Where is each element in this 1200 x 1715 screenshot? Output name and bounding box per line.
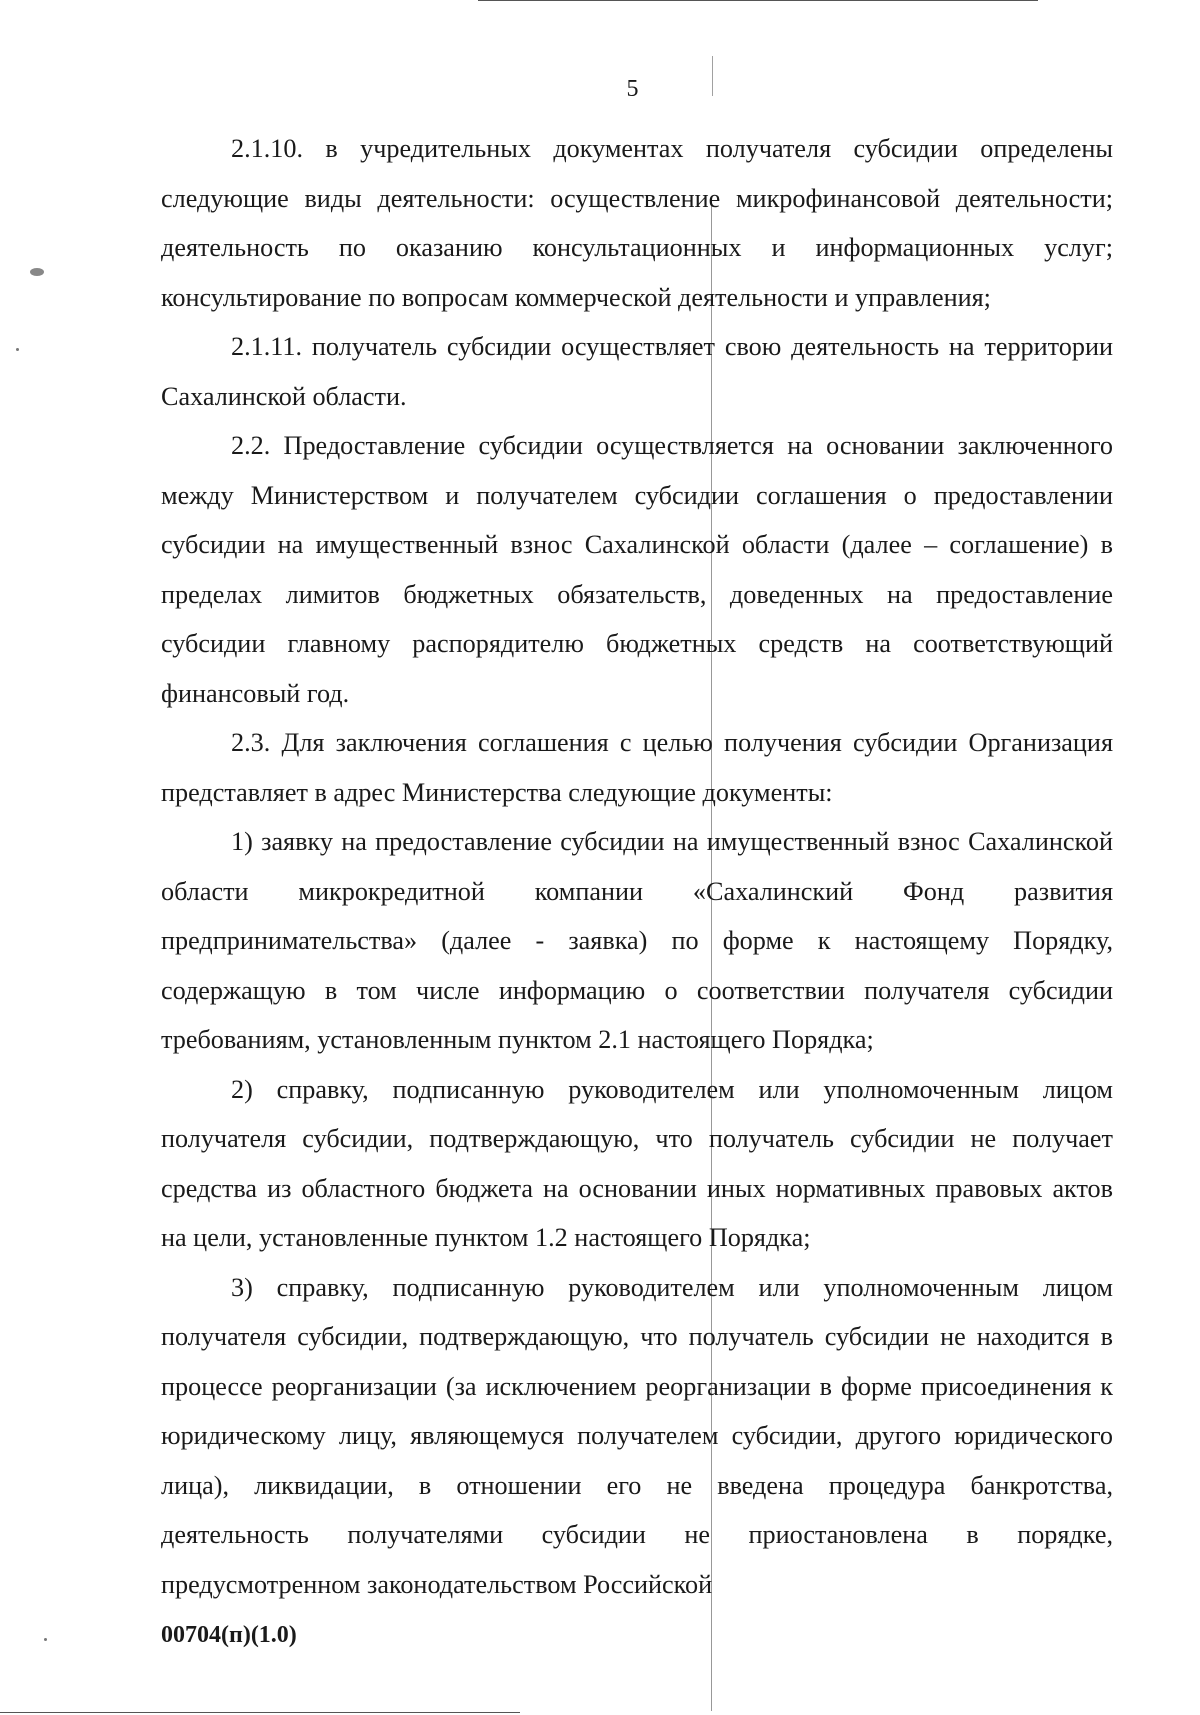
scan-line-top bbox=[478, 0, 1038, 1]
scan-speck bbox=[16, 348, 19, 351]
page-number: 5 bbox=[626, 76, 639, 102]
scan-line-bottom bbox=[0, 1712, 520, 1713]
list-item-2: 2) справку, подписанную руководителем или уполномоченным лицом получателя субсидии, подтверждающую, что получатель субсидии не получает средства из областного бюджета на основании иных нормативных правовых актов на цели, установленные пунктом 1.2 настоящего Порядка; bbox=[161, 1074, 1113, 1252]
paragraph-2-1-11: 2.1.11. получатель субсидии осуществляет свою деятельность на территории Сахалинской области. bbox=[161, 332, 1113, 411]
paragraph-2-3: 2.3. Для заключения соглашения с целью получения субсидии Организация представляет в адрес Министерства следующие документы: bbox=[161, 728, 1113, 807]
list-item-3: 3) справку, подписанную руководителем или уполномоченным лицом получателя субсидии, подтверждающую, что получатель субсидии не находится в процессе реорганизации (за исключением реорганизации в форме присоединения к юридическому лицу, являющемуся получателем субсидии, другого юридического лица), ликвидации, в отношении его не введена процедура банкротства, деятельность получателями субсидии не приостановлена в порядке, предусмотренном законодательством Российской bbox=[161, 1272, 1113, 1599]
scan-speck bbox=[30, 268, 44, 276]
list-item-1: 1) заявку на предоставление субсидии на имущественный взнос Сахалинской области микрокредитной компании «Сахалинский Фонд развития предпринимательства» (далее - заявка) по форме к настоящему Порядку, содержащую в том числе информацию о соответствии получателя субсидии требованиям, установленным пунктом 2.1 настоящего Порядка; bbox=[161, 827, 1113, 1054]
document-code: 00704(п)(1.0) bbox=[161, 1622, 297, 1648]
paragraph-2-1-10: 2.1.10. в учредительных документах получателя субсидии определены следующие виды деятельности: осуществление микрофинансовой деятельности; деятельность по оказанию консультационных и информационных услуг; консультирование по вопросам коммерческой деятельности и управления; bbox=[161, 134, 1113, 312]
document-body bbox=[161, 124, 1113, 1609]
scan-speck bbox=[44, 1638, 47, 1641]
paragraph-2-2: 2.2. Предоставление субсидии осуществляется на основании заключенного между Министерством и получателем субсидии соглашения о предоставлении субсидии на имущественный взнос Сахалинской области (далее – соглашение) в пределах лимитов бюджетных обязательств, доведенных на предоставление субсидии главному распорядителю бюджетных средств на соответствующий финансовый год. bbox=[161, 431, 1113, 708]
